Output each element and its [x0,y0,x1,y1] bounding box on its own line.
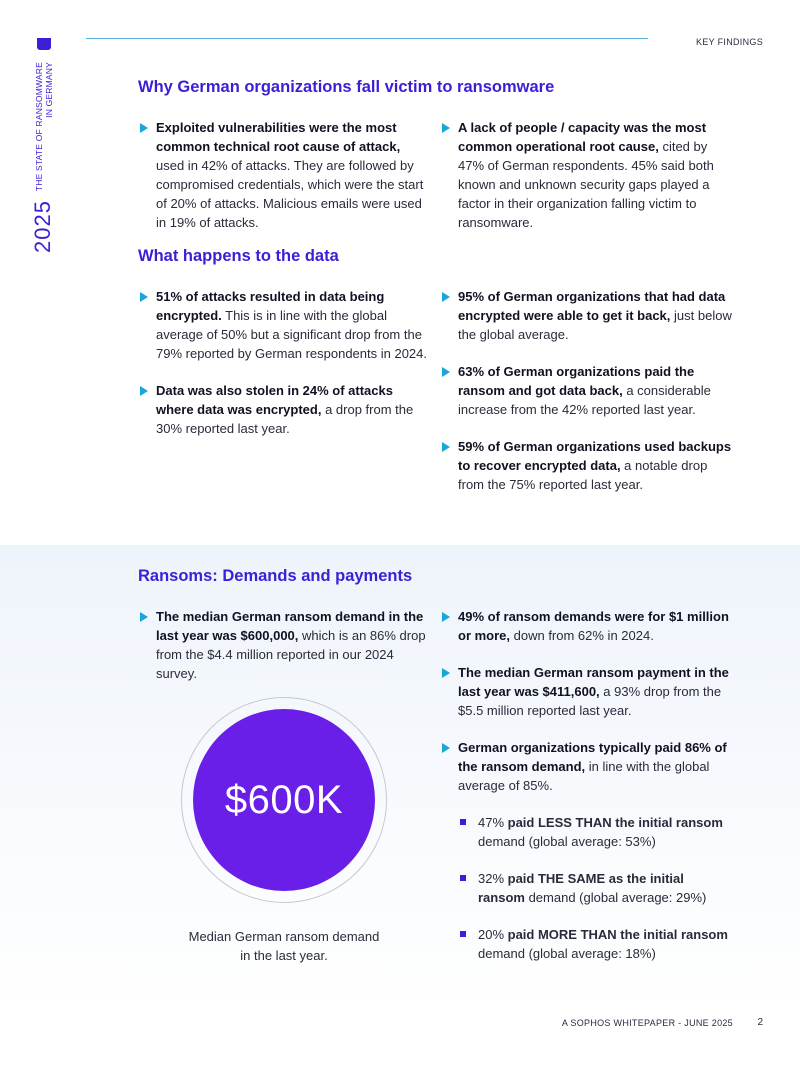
why-right-bullet: A lack of people / capacity was the most common operational root cause, cited by 47% of German respondents. 45% said both known and unknown security gaps played a factor in their organization falling victim to ransomware. [440,118,732,232]
arrow-bullet-icon [442,442,450,452]
footer-label: A SOPHOS WHITEPAPER - JUNE 2025 [561,1018,733,1028]
square-bullet-icon [460,931,466,937]
data-right-column [440,287,732,512]
side-year-text: 2025 [30,200,55,253]
arrow-bullet-icon [140,612,148,622]
ransoms-left-bullet: The median German ransom demand in the last year was $600,000, which is an 86% drop from the $4.4 million reported in our 2024 survey. [138,607,430,683]
arrow-bullet-icon [140,123,148,133]
sub-bullet-same: 32% paid THE SAME as the initial ransom demand (global average: 29%) [458,869,732,907]
why-left-column [138,118,430,250]
ransoms-right-bullet-1: 49% of ransom demands were for $1 million or more, down from 62% in 2024. [440,607,732,645]
page-tab-marker [37,38,51,50]
callout-value: $600K [224,777,344,822]
section-label: KEY FINDINGS [696,37,763,47]
data-right-bullet-1: 95% of German organizations that had data encrypted were able to get it back, just below the global average. [440,287,732,344]
square-bullet-icon [460,875,466,881]
callout-caption: Median German ransom demand in the last year. [188,929,380,963]
data-left-bullet-1: 51% of attacks resulted in data being encrypted. This is in line with the global average of 50% but a significant drop from the 79% reported by German respondents in 2024. [138,287,430,363]
why-right-column [440,118,732,250]
callout-circle [193,709,375,891]
heading-ransoms: Ransoms: Demands and payments [138,567,413,585]
side-year [30,200,58,256]
heading-data: What happens to the data [138,247,339,265]
ransoms-left-column [138,607,430,701]
data-left-bullet-2: Data was also stolen in 24% of attacks where data was encrypted, a drop from the 30% reported last year. [138,381,430,438]
data-right-bullet-2: 63% of German organizations paid the ransom and got data back, a considerable increase from the 42% reported last year. [440,362,732,419]
data-left-column [138,287,430,456]
arrow-bullet-icon [442,743,450,753]
ransoms-right-bullet-2: The median German ransom payment in the last year was $411,600, a 93% drop from the $5.5 million reported last year. [440,663,732,720]
arrow-bullet-icon [140,292,148,302]
side-title-line1: THE STATE OF RANSOMWARE [34,62,44,192]
data-right-bullet-3: 59% of German organizations used backups to recover encrypted data, a notable drop from the 75% reported last year. [440,437,732,494]
arrow-bullet-icon [442,123,450,133]
sub-bullet-less: 47% paid LESS THAN the initial ransom demand (global average: 53%) [458,813,732,851]
side-title-line2: IN GERMANY [44,62,54,118]
heading-why: Why German organizations fall victim to ransomware [138,78,555,96]
arrow-bullet-icon [442,668,450,678]
ransoms-right-bullet-3: German organizations typically paid 86% of the ransom demand, in line with the global average of 85%. [440,738,732,795]
why-left-bullet: Exploited vulnerabilities were the most common technical root cause of attack, used in 42% of attacks. They are followed by compromised credentials, which were the start of 20% of attacks. Malicious emails were used in 19% of attacks. [138,118,430,232]
side-title [34,62,58,192]
square-bullet-icon [460,819,466,825]
arrow-bullet-icon [442,292,450,302]
top-rule [86,38,648,39]
arrow-bullet-icon [442,612,450,622]
ransoms-right-column [440,607,732,981]
arrow-bullet-icon [442,367,450,377]
sub-bullet-more: 20% paid MORE THAN the initial ransom demand (global average: 18%) [458,925,732,963]
arrow-bullet-icon [140,386,148,396]
page-number: 2 [757,1017,763,1028]
